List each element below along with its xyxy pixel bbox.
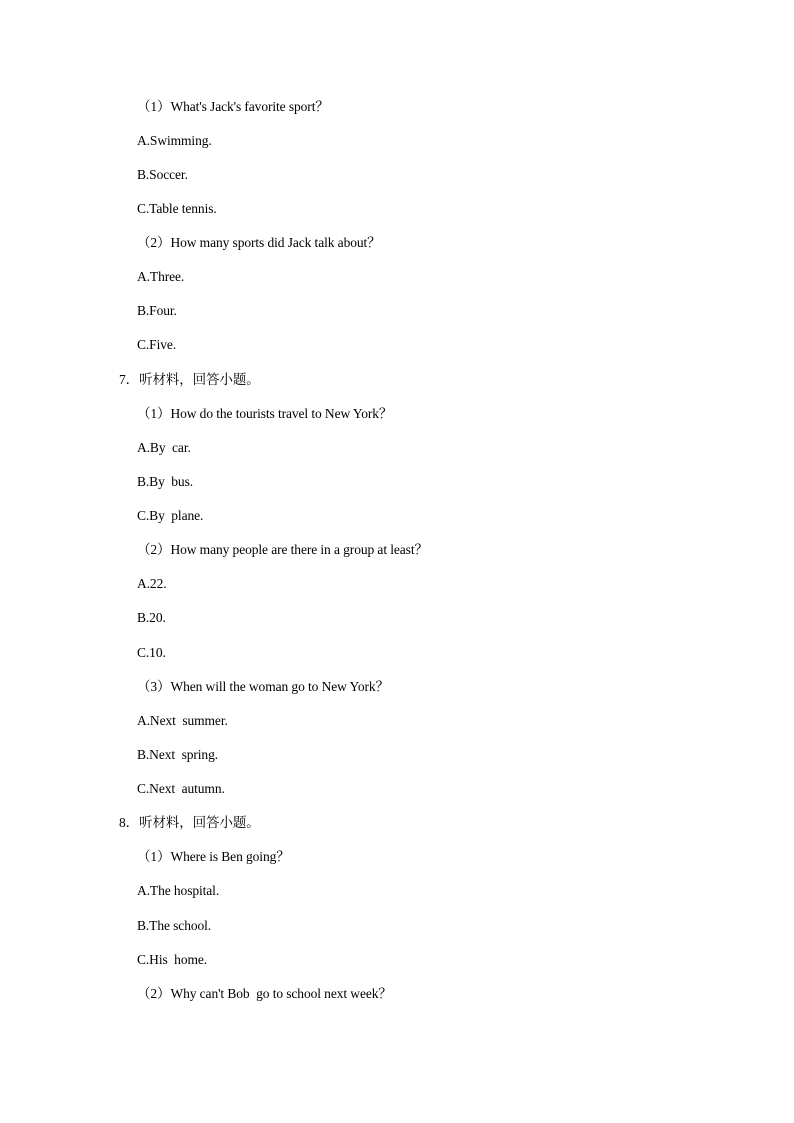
question-6-1-text: （1）What's Jack's favorite sport？: [137, 99, 329, 114]
question-7-3-text: （3）When will the woman go to New York？: [137, 679, 389, 694]
question-7-2-text: （2）How many people are there in a group at least？: [137, 542, 428, 557]
question-7-2-option-a: A.22.: [137, 576, 167, 591]
question-7-1-option-b: B.By bus.: [137, 474, 194, 489]
question-8-1-option-a: A.The hospital.: [137, 883, 220, 898]
question-7-2-option-c: C.10.: [137, 645, 166, 660]
question-8-1-option-b: B.The school.: [137, 918, 212, 933]
question-7-1-option-c: C.By plane.: [137, 508, 204, 523]
question-6-2-option-c: C.Five.: [137, 337, 177, 352]
question-6-1-option-a: A.Swimming.: [137, 133, 212, 148]
question-7-heading: 7．听材料，回答小题。: [119, 372, 260, 387]
question-7-2-option-b: B.20.: [137, 610, 166, 625]
question-6-2-option-a: A.Three.: [137, 269, 185, 284]
question-8-heading: 8．听材料，回答小题。: [119, 815, 260, 830]
question-7-3-option-b: B.Next spring.: [137, 747, 218, 762]
question-6-2-text: （2）How many sports did Jack talk about？: [137, 235, 381, 250]
question-7-1-option-a: A.By car.: [137, 440, 191, 455]
question-7-3-option-c: C.Next autumn.: [137, 781, 225, 796]
question-6-1-option-c: C.Table tennis.: [137, 201, 217, 216]
question-8-1-option-c: C.His home.: [137, 952, 208, 967]
question-7-3-option-a: A.Next summer.: [137, 713, 228, 728]
question-7-1-text: （1）How do the tourists travel to New York？: [137, 406, 393, 421]
question-8-1-text: （1）Where is Ben going？: [137, 849, 290, 864]
question-6-2-option-b: B.Four.: [137, 303, 177, 318]
question-6-1-option-b: B.Soccer.: [137, 167, 188, 182]
question-8-2-text: （2）Why can't Bob go to school next week？: [137, 986, 392, 1001]
